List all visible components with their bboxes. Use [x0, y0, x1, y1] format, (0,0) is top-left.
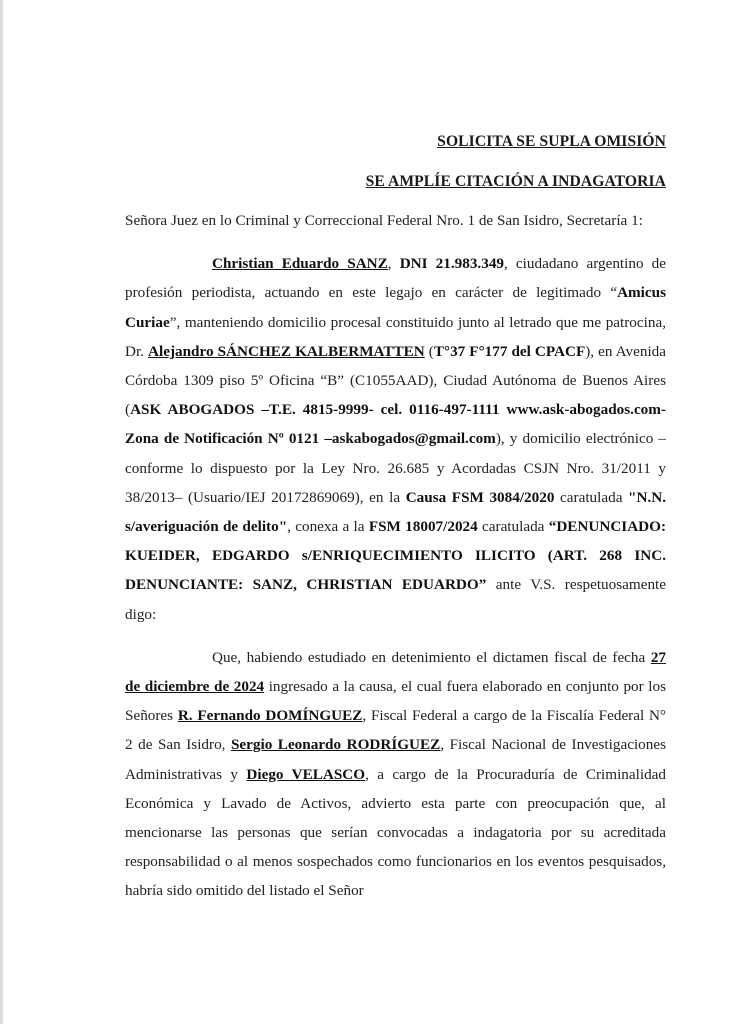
text: ante V.S. respetuosamente digo: [125, 576, 666, 623]
text: ingresado a la causa, el cual fuera elaborado en conjunto por los Señores [125, 678, 666, 725]
text: , Fiscal Nacional de Investigaciones Administrativas y [125, 736, 666, 783]
text: , conexa a la [287, 518, 369, 536]
dictamen-date: 27 de diciembre de 2024 [125, 648, 666, 696]
fsm-caratula: “DENUNCIADO: KUEIDER, EDGARDO s/ENRIQUECIMIENTO ILICITO (ART. 268 INC. DENUNCIANTE: SANZ, CHRISTIAN EDUARDO” [125, 518, 666, 594]
firm-contact: ASK ABOGADOS –T.E. 4815-9999- cel. 0116-497-1111 www.ask-abogados.com- Zona de Notificación Nº 0121 –askabogados@gmail.com [125, 401, 666, 448]
fsm-number: FSM 18007/2024 [368, 518, 478, 536]
text: , a cargo de la Procuraduría de Criminalidad Económica y Lavado de Activos, advierto esta parte con preocupación que, al mencionarse las personas que serían convocadas a indagatoria por su acreditada responsabilidad o al menos sospechados como funcionarios en los eventos pesquisados, habría sido omitido del listado el Señor [125, 765, 666, 900]
document-title: SOLICITA SE SUPLA OMISIÓN [437, 133, 666, 150]
document-subtitle: SE AMPLÍE CITACIÓN A INDAGATORIA [365, 173, 666, 190]
text: caratulada [554, 488, 629, 506]
paragraph-body [125, 643, 666, 906]
text: , ciudadano argentino de profesión periodista, actuando en este legajo en carácter de legitimado “ [125, 255, 667, 302]
text: , Fiscal Federal a cargo de la Fiscalía Federal N° 2 de San Isidro, [125, 707, 666, 754]
text: ), y domicilio electrónico –conforme lo dispuesto por la Ley Nro. 26.685 y Acordadas CSJN Nro. 31/2011 y 38/2013– (Usuario/IEJ 20172869069), en la [125, 430, 666, 506]
fiscal-dominguez: R. Fernando DOMÍNGUEZ [177, 707, 363, 725]
lawyer-name: Alejandro SÁNCHEZ KALBERMATTEN [148, 342, 425, 360]
document-page [125, 128, 666, 906]
fiscal-velasco: Diego VELASCO [246, 765, 366, 783]
text: Que, habiendo estudiado en detenimiento el dictamen fiscal de fecha [212, 648, 651, 666]
petitioner-dni: DNI 21.983.349 [399, 255, 505, 273]
paragraph-presentation [125, 249, 666, 629]
page-edge [0, 0, 3, 1024]
addressee: Señora Juez en lo Criminal y Correccional Federal Nro. 1 de San Isidro, Secretaría 1: [125, 212, 643, 229]
causa-number: Causa FSM 3084/2020 [405, 488, 555, 506]
causa-caratula: "N.N. s/averiguación de delito" [125, 488, 667, 536]
text: caratulada [477, 518, 549, 536]
text: ( [424, 342, 434, 360]
lawyer-matricula: T°37 F°177 del CPACF [433, 342, 586, 360]
petitioner-name: Christian Eduardo SANZ [212, 255, 388, 273]
text: ), en Avenida Córdoba 1309 piso 5º Oficina “B” (C1055AAD), Ciudad Autónoma de Buenos Aires ( [125, 342, 667, 419]
text: , [387, 255, 400, 273]
amicus-curiae: Amicus Curiae [125, 284, 666, 331]
fiscal-rodriguez: Sergio Leonardo RODRÍGUEZ [230, 736, 441, 754]
text: ”, manteniendo domicilio procesal constituido junto al letrado que me patrocina, Dr. [125, 313, 666, 360]
